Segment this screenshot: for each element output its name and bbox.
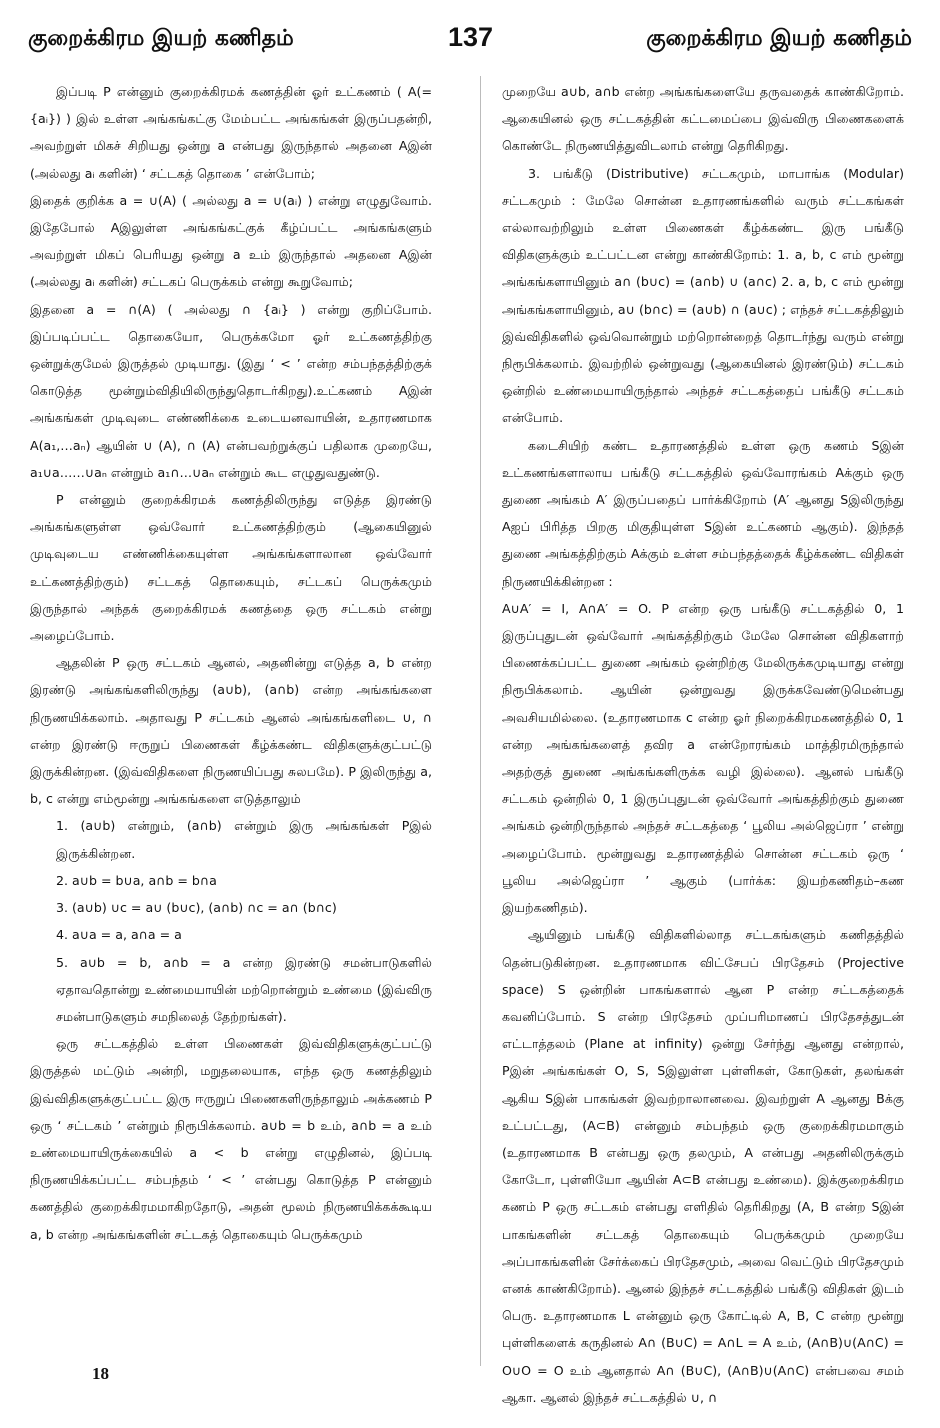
footer-page-label: 18 <box>92 1364 109 1383</box>
right-column <box>502 78 904 1411</box>
left-column-paragraph: இதனை a = ∩(A) ( அல்லது ∩ {aᵢ} ) என்று குறிப்போம். இப்படிப்பட்ட தொகையோ, பெருக்கமோ ஓர் உட்கணத்திற்கு ஒன்றுக்குமேல் இருத்தல் முடியாது. (இது ‘ < ’ என்ற சம்பந்தத்திற்குக் கொடுத்த மூன்றும்விதியிலிருந்துதொடர்கிறது).உட்கணம் Aஇன் அங்கங்கள் முடிவுடை எண்ணிக்கை உடையனவாயின், உதாரணமாக A(a₁,…aₙ) ஆயின் ∪ (A), ∩ (A) என்பவற்றுக்குப் பதிலாக முறையே, a₁∪a……∪aₙ என்றும் a₁∩…∪aₙ என்றும் கூட எழுதுவதுண்டு. <box>30 301 432 480</box>
page-number: 137 <box>448 22 494 52</box>
right-column-paragraph: கடைசியிற் கண்ட உதாரணத்தில் உள்ள ஒரு கணம் Sஇன் உட்கணங்களாலாய பங்கீடு சட்டகத்தில் ஒவ்வோரங்கம் Aக்கும் ஒரு துணை அங்கம் A′ இருப்பதைப் பார்க்கிறோம் (A′ ஆனது Sஇலிருந்து Aஐப் பிரித்த பிறகு மிகுதியுள்ள Sஇன் உட்கணம் ஆகும்). இந்தத் துணை அங்கத்திற்கும் Aக்கும் உள்ள சம்பந்தத்தைக் கீழ்க்கண்ட விதிகள் நிருணயிக்கின்றன : <box>502 437 904 589</box>
left-column-paragraph: இதைக் குறிக்க a = ∪(A) ( அல்லது a = ∪(aᵢ) ) என்று எழுதுவோம். இதேபோல் Aஇலுள்ள அங்கங்கட்குக் கீழ்ப்பட்ட அங்கங்களும் அவற்றுள் மிகப் பெரியது ஒன்று a உம் இருந்தால் அதனை Aஇன் (அல்லது aᵢ களின்) சட்டகப் பெருக்கம் என்று கூறுவோம்; <box>30 192 432 290</box>
left-column-paragraph: 1. (a∪b) என்றும், (a∩b) என்றும் இரு அங்கங்கள் Pஇல் இருக்கின்றன. <box>56 818 432 861</box>
page-header <box>28 22 912 66</box>
left-column-paragraph: 4. a∪a = a, a∩a = a <box>56 927 182 943</box>
right-column-paragraph: முறையே a∪b, a∩b என்ற அங்கங்களையே தருவதைக் காண்கிறோம். ஆகையினல் ஒரு சட்டகத்தின் கட்டமைப்பை இவ்விரு பிணைகளைக் கொண்டே நிருணயித்துவிடலாம் என்று தெரிகிறது. <box>502 84 904 154</box>
column-divider <box>480 76 481 1366</box>
right-column-paragraph: A∪A′ = I, A∩A′ = O. P என்ற ஒரு பங்கீடு சட்டகத்தில் 0, 1 இருப்புதுடன் ஒவ்வோர் அங்கத்திற்கும் மேலே சொன்ன விதிகளாற் பிணைக்கப்பட்ட துணை அங்கம் ஒன்றிற்கு மேலிருக்கமுடியாது என்று நிரூபிக்கலாம். ஆயின் ஒன்றுவது இருக்கவேண்டுமென்பது அவசியமில்லை. (உதாரணமாக c என்ற ஓர் நிறைக்கிரமகணத்தில் 0, 1 என்ற அங்கங்களைத் தவிர a என்றோரங்கம் மாத்திரமிருந்தால் அதற்குத் துணை அங்கங்களிருக்க வழி இல்லை). ஆனல் பங்கீடு சட்டகம் ஒன்றில் 0, 1 இருப்புதுடன் ஒவ்வோர் அங்கத்திற்கும் துணை அங்கம் ஒன்றிருந்தால் அந்தச் சட்டகத்தை ‘ பூலிய அல்ஜெப்ரா ’ என்று அழைப்போம். மூன்றுவது உதாரணத்தில் சொன்ன சட்டகம் ஒரு ‘ பூலிய அல்ஜெப்ரா ’ ஆகும் (பார்க்க: இயற்கணிதம்–கண இயற்கணிதம்). <box>502 600 904 916</box>
header-right-title: குறைக்கிரம இயற் கணிதம் <box>646 26 912 51</box>
left-column-paragraph: 5. a∪b = b, a∩b = a என்ற இரண்டு சமன்பாடுகளில் ஏதாவதொன்று உண்மையாயின் மற்றொன்றும் உண்மை (இவ்விரு சமன்பாடுகளும் சமநிலைத் தேற்றங்கள்). <box>56 954 432 1024</box>
left-column-paragraph: 3. (a∪b) ∪c = a∪ (b∪c), (a∩b) ∩c = a∩ (b∩c) <box>56 900 337 916</box>
left-column-paragraph: ஒரு சட்டகத்தில் உள்ள பிணைகள் இவ்விதிகளுக்குட்பட்டு இருத்தல் மட்டும் அன்றி, மறுதலையாக, எந்த ஒரு கணத்திலும் இவ்விதிகளுக்குட்பட்ட இரு ஈருறுப் பிணைகளிருந்தாலும் அக்கணம் P ஒரு ‘ சட்டகம் ’ என்றும் நிரூபிக்கலாம். a∪b = b உம், a∩b = a உம் உண்மையாயிருக்கையில் a < b என்று எழுதினல், இப்படி நிருணயிக்கப்பட்ட சம்பந்தம் ‘ < ’ என்பது கொடுத்த P என்னும் கணத்தில் குறைக்கிரமமாகிறதோடு, அதன் மூலம் நிருணயிக்கக்கூடிய a, b என்ற அங்கங்களின் சட்டகத் தொகையும் பெருக்கமும் <box>30 1036 432 1242</box>
right-column-paragraph: ஆயினும் பங்கீடு விதிகளில்லாத சட்டகங்களும் கணிதத்தில் தென்படுகின்றன. உதாரணமாக விட்சேபப் பிரதேசம் (Projective space) S ஒன்றின் பாகங்களால் ஆன P என்ற சட்டகத்தைக் கவனிப்போம். S என்ற பிரதேசம் முப்பரிமாணப் பிரதேசத்துடன் எட்டாத்தலம் (Plane at infinity) ஒன்று சேர்ந்து ஆனது என்றால், Pஇன் அங்கங்கள் O, S, Sஇலுள்ள புள்ளிகள், கோடுகள், தலங்கள் ஆகிய Sஇன் பாகங்கள் இவற்றாலானவை. இவற்றுள் A ஆனது Bக்கு உட்பட்டது, (A⊂B) என்னும் சம்பந்தம் ஒரு குறைக்கிரமமாகும் (உதாரணமாக B என்பது ஒரு தலமும், A என்பது அதனிலிருக்கும் கோடோ, புள்ளியோ ஆயின் A⊂B என்பது உண்மை). இக்குறைக்கிரம கணம் P ஒரு சட்டகம் என்பது எளிதில் தெரிகிறது (A, B என்ற Sஇன் பாகங்களின் சட்டகத் தொகையும் பெருக்கமும் முறையே அப்பாகங்களின் சேர்க்கைப் பிரதேசமும், அவை வெட்டும் பிரதேசமும் எனக் காண்கிறோம்). ஆனல் இந்தச் சட்டகத்தில் பங்கீடு விதிகள் இடம் பெரு. உதாரணமாக L என்னும் ஒரு கோட்டில் A, B, C என்ற மூன்று புள்ளிகளைக் கருதினல் A∩ (B∪C) = A∩L = A உம், (A∩B)∪(A∩C) = O∪O = O உம் ஆனதால் A∩ (B∪C), (A∩B)∪(A∩C) என்பவை சமம் ஆகா. ஆனல் இந்தச் சட்டகத்தில் ∪, ∩ <box>502 927 904 1405</box>
right-column-paragraph: 3. பங்கீடு (Distributive) சட்டகமும், மாபாங்க (Modular) சட்டகமும் : மேலே சொன்ன உதாரணங்களில் வரும் சட்டகங்கள் எல்லாவற்றிலும் உள்ள பிணைகள் கீழ்க்கண்ட இரு பங்கீடு விதிகளுக்கும் உட்பட்டன என்று காண்கிறோம்: 1. a, b, c எம் மூன்று அங்கங்களாயினும் a∩ (b∪c) = (a∩b) ∪ (a∩c) 2. a, b, c எம் மூன்று அங்கங்களாயினும், a∪ (b∩c) = (a∪b) ∩ (a∪c) ; எந்தச் சட்டகத்திலும் இவ்விதிகளில் ஒவ்வொன்றும் மற்றொன்றைத் தொடர்ந்து வரும் என்று நிரூபிக்கலாம். இவற்றில் ஒன்றுவது (ஆகையினல் இரண்டும்) சட்டகம் ஒன்றில் உண்மையாயிருந்தால் அந்தச் சட்டகத்தைப் பங்கீடு சட்டகம் என்போம். <box>502 165 904 426</box>
header-left-title: குறைக்கிரம இயற் கணிதம் <box>28 26 294 51</box>
left-column-paragraph: ஆதலின் P ஒரு சட்டகம் ஆனல், அதனின்று எடுத்த a, b என்ற இரண்டு அங்கங்களிலிருந்து (a∪b), (a∩b) என்ற அங்கங்களை நிருணயிக்கலாம். அதாவது P சட்டகம் ஆனல் அங்கங்களிடை ∪, ∩ என்ற இரண்டு ஈருறுப் பிணைகள் கீழ்க்கண்ட விதிகளுக்குட்பட்டு இருக்கின்றன. (இவ்விதிகளை நிருணயிப்பது சுலபமே). P இலிருந்து a, b, c என்று எம்மூன்று அங்கங்களை எடுத்தாலும் <box>30 655 432 807</box>
left-column-paragraph: 2. a∪b = b∪a, a∩b = b∩a <box>56 872 217 888</box>
left-column-paragraph: இப்படி P என்னும் குறைக்கிரமக் கணத்தின் ஓர் உட்கணம் ( A(= {aᵢ}) ) இல் உள்ள அங்கங்கட்கு மேம்பட்ட அங்கங்கள் இருப்பதன்றி, அவற்றுள் மிகச் சிறியது ஒன்று a என்பது இருந்தால் அதனை Aஇன் (அல்லது aᵢ களின்) ‘ சட்டகத் தொகை ’ என்போம்; <box>30 84 432 181</box>
left-column-paragraph: P என்னும் குறைக்கிரமக் கணத்திலிருந்து எடுத்த இரண்டு அங்கங்களுள்ள ஒவ்வோர் உட்கணத்திற்கும் (ஆகையினுல் முடிவுடைய எண்ணிக்கையுள்ள அங்கங்களாலான ஒவ்வோர் உட்கணத்திற்கும்) சட்டகத் தொகையும், சட்டகப் பெருக்கமும் இருந்தால் அந்தக் குறைக்கிரமக் கணத்தை ஒரு சட்டகம் என்று அழைப்போம். <box>30 492 432 644</box>
left-column <box>30 78 432 1248</box>
